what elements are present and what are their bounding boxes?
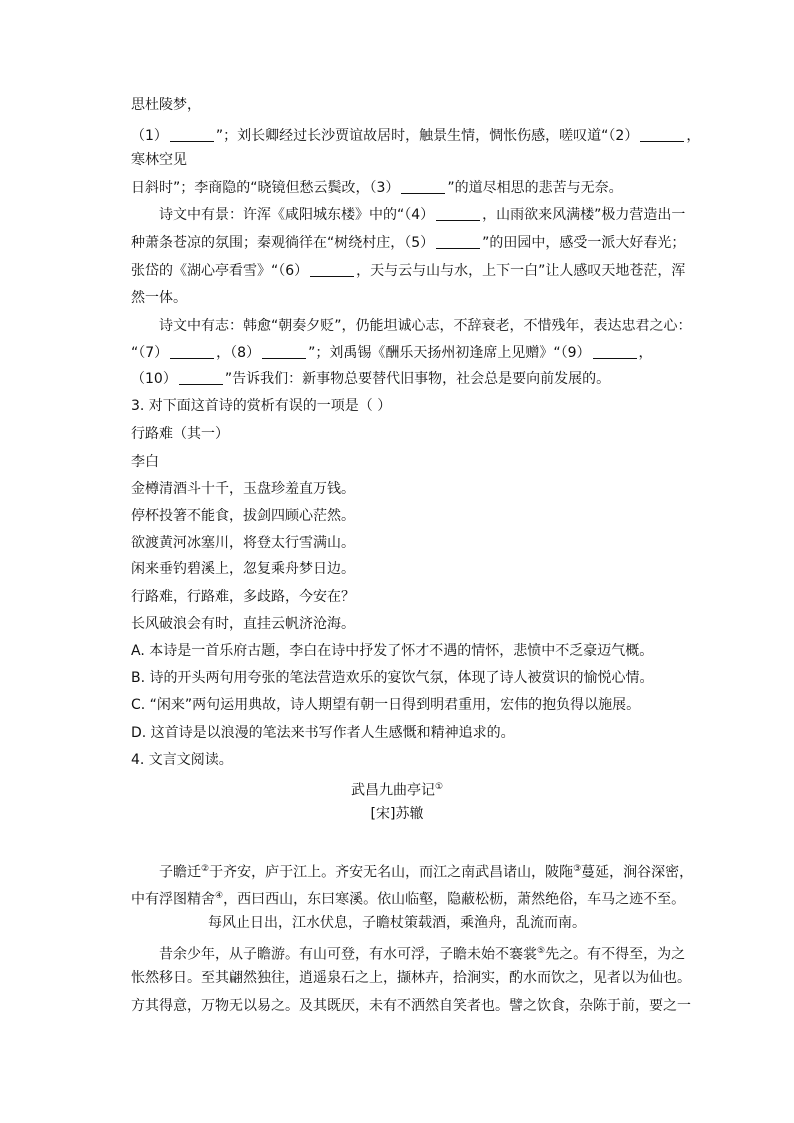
text-line: 诗文中有景：许浑《咸阳城东楼》中的“（4） ，山雨欲来风满楼”极力营造出一 [159,207,686,223]
text-line: 每风止日出，江水伏息，子瞻杖策载酒，乘渔舟，乱流而南。 [208,915,586,931]
text-line: （1） ”；刘长卿经过长沙贾谊故居时，触景生情，惆怅伤感，嗟叹道“（2） ， [131,128,701,144]
footnote-mark: ③ [573,864,582,874]
answer-blank[interactable] [436,206,480,221]
answer-blank[interactable] [401,179,445,194]
poem-line: 停杯投箸不能食，拔剑四顾心茫然。 [131,508,355,524]
text-line: （10） ”告诉我们：新事物总要替代旧事物，社会总是要向前发展的。 [131,371,611,387]
text-line: 怅然移日。至其翩然独往，逍遥泉石之上，撷林卉，拾涧实，酌水而饮之，见者以为仙也。 [131,970,691,986]
answer-blank[interactable] [262,344,306,359]
answer-blank[interactable] [170,344,214,359]
footnote-mark: ⑤ [537,946,546,956]
text-line: 中有浮图精舍④，西曰西山，东曰寒溪。依山临壑，隐蔽松枥，萧然绝俗，车马之迹不至。 [131,891,686,908]
poem-author: 李白 [131,454,159,470]
footnote-mark: ④ [215,891,224,901]
answer-blank[interactable] [593,344,637,359]
text-line: 种萧条苍凉的氛围；秦观徜徉在“树绕村庄，（5） ”的田园中，感受一派大好春光； [131,235,686,251]
poem-line: 欲渡黄河冰塞川，将登太行雪满山。 [131,535,355,551]
text-line: 方其得意，万物无以易之。及其既厌，未有不洒然自笑者也。譬之饮食，杂陈于前，要之一 [131,998,691,1014]
question-4-stem: 4. 文言文阅读。 [131,752,233,768]
poem-line: 长风破浪会有时，直挂云帆济沧海。 [131,616,355,632]
option-c[interactable]: C. “闲来”两句运用典故，诗人期望有朝一日得到明君重用，宏伟的抱负得以施展。 [131,697,641,713]
question-3-stem: 3. 对下面这首诗的赏析有误的一项是（ ） [131,398,392,414]
text-line: 思杜陵梦， [131,97,201,113]
answer-blank[interactable] [179,370,223,385]
footnote-mark: ① [434,782,444,792]
text-line: 昔余少年，从子瞻游。有山可登，有水可浮，子瞻未始不褰裳⑤先之。有不得至，为之 [159,946,686,963]
footnote-mark: ② [201,864,210,874]
text-line: 然一体。 [131,290,187,306]
option-d[interactable]: D. 这首诗是以浪漫的笔法来书写作者人生感慨和精神追求的。 [131,725,515,741]
essay-author: [宋]苏辙 [370,806,424,822]
answer-blank[interactable] [170,127,214,142]
essay-title: 武昌九曲亭记① [350,782,444,799]
text-line: “（7） ，（8） ”；刘禹锡《酬乐天扬州初逢席上见赠》“（9） ， [131,345,653,361]
poem-title: 行路难（其一） [131,426,229,442]
text-line: 寒林空见 [131,152,187,168]
poem-line: 行路难，行路难，多歧路，今安在？ [131,589,355,605]
poem-line: 闲来垂钓碧溪上，忽复乘舟梦日边。 [131,561,355,577]
answer-blank[interactable] [310,262,354,277]
answer-blank[interactable] [436,234,480,249]
poem-line: 金樽清酒斗十千，玉盘珍羞直万钱。 [131,481,355,497]
text-line: 张岱的《湖心亭看雪》“（6） ，天与云与山与水，上下一白”让人感叹天地苍茫，浑 [131,263,686,279]
text-line: 诗文中有志：韩愈“朝奏夕贬”，仍能坦诚心志，不辞衰老，不惜残年，表达忠君之心： [159,318,692,334]
answer-blank[interactable] [640,127,684,142]
text-line: 子瞻迁②于齐安，庐于江上。齐安无名山，而江之南武昌诸山，陂陁③蔓延，涧谷深密， [159,864,694,881]
text-line: 日斜时”；李商隐的“晓镜但愁云鬓改，（3） ”的道尽相思的悲苦与无奈。 [131,180,623,196]
option-a[interactable]: A. 本诗是一首乐府古题，李白在诗中抒发了怀才不遇的情怀，悲愤中不乏豪迈气概。 [131,643,654,659]
option-b[interactable]: B. 诗的开头两句用夸张的笔法营造欢乐的宴饮气氛，体现了诗人被赏识的愉悦心情。 [131,670,654,686]
